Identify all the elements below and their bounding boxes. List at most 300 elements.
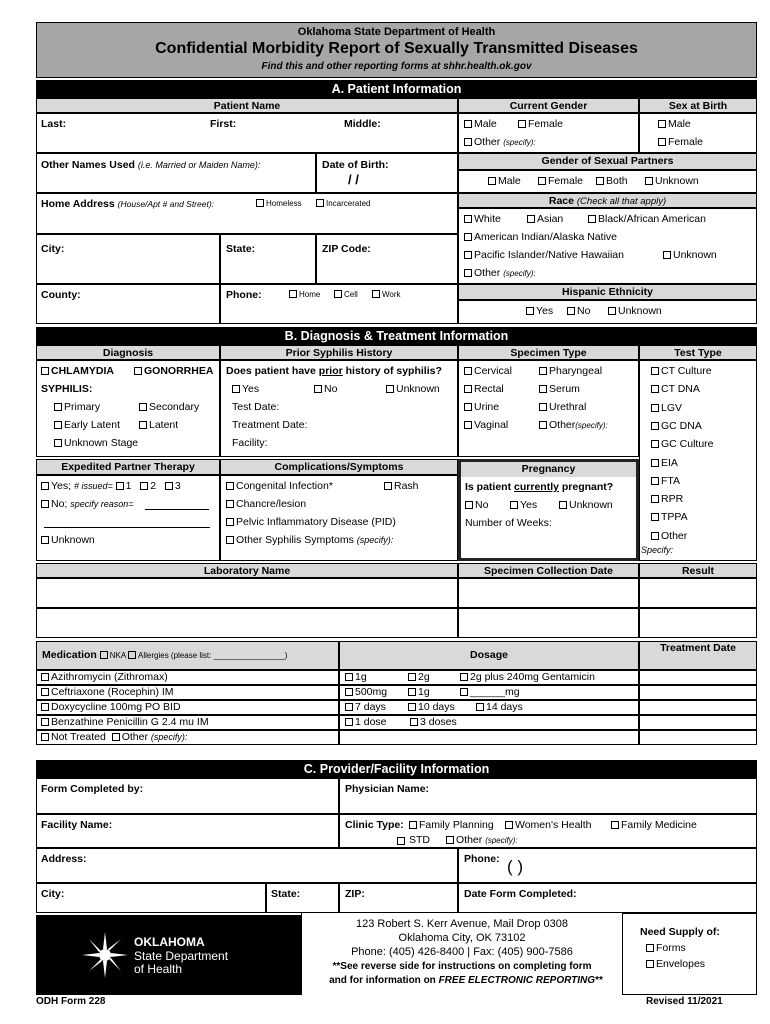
lab-name-row-2[interactable] bbox=[36, 608, 458, 638]
nka-label: NKA bbox=[109, 651, 126, 660]
provider-phone-label: Phone: bbox=[464, 853, 500, 865]
birth-male-checkbox[interactable] bbox=[658, 120, 666, 128]
prior-unknown-label: Unknown bbox=[396, 383, 440, 395]
incarcerated-label: Incarcerated bbox=[326, 199, 371, 208]
rash-label: Rash bbox=[394, 480, 419, 492]
clinic-std-box[interactable] bbox=[397, 837, 405, 845]
medication-other-label: Other bbox=[121, 731, 148, 743]
lab-name-row-1[interactable] bbox=[36, 578, 458, 608]
race-specify-label: (specify): bbox=[503, 269, 536, 278]
phone-parens: ( ) bbox=[507, 857, 524, 876]
test-type-item[interactable] bbox=[651, 402, 682, 414]
footer-phone-fax: Phone: (405) 426-8400 | Fax: (405) 900-7586 bbox=[351, 946, 573, 958]
other-names-label: Other Names Used (i.e. Married or Maiden Name): bbox=[41, 159, 261, 171]
medication-cell bbox=[339, 730, 639, 745]
ept-2-label: 2 bbox=[150, 480, 157, 492]
address-cell[interactable] bbox=[36, 848, 458, 883]
test-type-checkbox[interactable] bbox=[651, 404, 659, 412]
ept-1-checkbox[interactable] bbox=[116, 482, 124, 490]
dosage-option[interactable] bbox=[460, 671, 595, 683]
hispanic-yes-label: Yes bbox=[536, 305, 554, 317]
test-type-label: Other bbox=[661, 529, 688, 542]
medication-name: Benzathine Penicillin G 2.4 mu IM bbox=[51, 716, 209, 728]
medication-other-specify: (specify): bbox=[150, 732, 188, 742]
primary-label: Primary bbox=[64, 401, 101, 413]
phone-cell-checkbox[interactable] bbox=[334, 290, 342, 298]
homeless-label: Homeless bbox=[266, 199, 302, 208]
dosage-label: 1g bbox=[355, 671, 367, 683]
middle-name-label: Middle: bbox=[344, 118, 381, 130]
clinic-fp-checkbox[interactable] bbox=[409, 821, 417, 829]
clinic-fm-label: Family Medicine bbox=[621, 819, 697, 831]
serum-label: Serum bbox=[549, 383, 580, 395]
provider-phone-cell[interactable] bbox=[458, 848, 757, 883]
supply-label: Need Supply of: bbox=[640, 926, 720, 938]
footer-address-2: Oklahoma City, OK 73102 bbox=[398, 932, 526, 944]
medication-header: Medication NKA Allergies (please list: ________________) bbox=[36, 641, 339, 670]
early-latent-checkbox[interactable] bbox=[54, 421, 62, 429]
dob-slashes: / / bbox=[348, 172, 359, 187]
form-completed-label: Form Completed by: bbox=[41, 783, 144, 795]
sex-at-birth-header: Sex at Birth bbox=[639, 98, 757, 113]
pregnant-unknown-checkbox[interactable] bbox=[559, 501, 567, 509]
ept-specify-label: specify reason= bbox=[70, 499, 134, 509]
test-type-checkbox[interactable] bbox=[651, 477, 659, 485]
pid-checkbox[interactable] bbox=[226, 518, 234, 526]
ept-header: Expedited Partner Therapy bbox=[36, 459, 220, 475]
footer-address-1: 123 Robert S. Kerr Avenue, Mail Drop 0308 bbox=[356, 918, 568, 930]
dosage-option[interactable] bbox=[408, 671, 430, 683]
specimen-type-header: Specimen Type bbox=[458, 345, 639, 360]
other-symptoms-label: Other Syphilis Symptoms bbox=[236, 534, 354, 546]
facility-label: Facility: bbox=[232, 437, 268, 449]
test-type-label: GC DNA bbox=[661, 419, 702, 432]
partner-unknown-label: Unknown bbox=[655, 175, 699, 187]
test-type-item[interactable] bbox=[651, 475, 680, 487]
prior-syphilis-header: Prior Syphilis History bbox=[220, 345, 458, 360]
dosage-label: ______mg bbox=[470, 686, 520, 698]
section-a-title: A. Patient Information bbox=[36, 80, 757, 98]
dosage-checkbox[interactable] bbox=[345, 703, 353, 711]
pharyngeal-checkbox[interactable] bbox=[539, 367, 547, 375]
medication-checkbox[interactable] bbox=[41, 688, 49, 696]
birth-female-checkbox[interactable] bbox=[658, 138, 666, 146]
medication-cell bbox=[639, 715, 757, 730]
test-type-checkbox[interactable] bbox=[651, 513, 659, 521]
dosage-label: 3 doses bbox=[420, 716, 457, 728]
phone-work-label: Work bbox=[382, 290, 401, 299]
early-latent-label: Early Latent bbox=[64, 419, 121, 431]
patient-name-header: Patient Name bbox=[36, 98, 458, 113]
gender-male-label: Male bbox=[474, 118, 497, 130]
dosage-label: 500mg bbox=[355, 686, 388, 698]
medication-checkbox[interactable] bbox=[41, 673, 49, 681]
pregnant-no-checkbox[interactable] bbox=[465, 501, 473, 509]
race-other-checkbox[interactable] bbox=[464, 269, 472, 277]
dosage-option[interactable] bbox=[410, 716, 457, 728]
dosage-checkbox[interactable] bbox=[345, 718, 353, 726]
revised-date: Revised 11/2021 bbox=[646, 996, 723, 1007]
test-type-label: TPPA bbox=[661, 511, 688, 524]
gender-female-label: Female bbox=[528, 118, 564, 130]
ept-no-checkbox[interactable] bbox=[41, 500, 49, 508]
allergies-checkbox[interactable] bbox=[128, 651, 136, 659]
race-unknown-checkbox[interactable] bbox=[663, 251, 671, 259]
clinic-type-label: Clinic Type: bbox=[345, 819, 404, 831]
test-type-item[interactable] bbox=[651, 420, 702, 432]
dosage-option[interactable] bbox=[408, 686, 430, 698]
congenital-label: Congenital Infection* bbox=[236, 480, 333, 492]
pharyngeal-label: Pharyngeal bbox=[549, 365, 603, 377]
logo-line-1: OKLAHOMA bbox=[134, 935, 205, 949]
patient-name-cell[interactable] bbox=[36, 113, 458, 153]
dosage-label: 14 days bbox=[486, 701, 523, 713]
race-other-label: Other bbox=[474, 267, 501, 279]
city-label: City: bbox=[41, 243, 65, 255]
date-completed-label: Date Form Completed: bbox=[464, 888, 577, 900]
complications-header: Complications/Symptoms bbox=[220, 459, 458, 475]
test-type-checkbox[interactable] bbox=[651, 495, 659, 503]
dosage-label: 2g plus 240mg Gentamicin bbox=[470, 671, 595, 683]
specimen-date-row-1[interactable] bbox=[458, 578, 639, 608]
treatment-date-label: Treatment Date: bbox=[232, 419, 308, 431]
test-type-label: CT Culture bbox=[661, 365, 712, 377]
phone-home-checkbox[interactable] bbox=[289, 290, 297, 298]
phone-work-checkbox[interactable] bbox=[372, 290, 380, 298]
test-type-item[interactable] bbox=[651, 530, 687, 542]
lab-name-header: Laboratory Name bbox=[36, 563, 458, 578]
ept-2-checkbox[interactable] bbox=[140, 482, 148, 490]
other-symptoms-checkbox[interactable] bbox=[226, 536, 234, 544]
race-unknown-label: Unknown bbox=[673, 249, 717, 261]
form-subtitle: Find this and other reporting forms at shhr.health.ok.gov bbox=[261, 61, 532, 72]
race-asian-checkbox[interactable] bbox=[527, 215, 535, 223]
gonorrhea-label: GONORRHEA bbox=[144, 365, 214, 377]
facility-name-label: Facility Name: bbox=[41, 819, 113, 831]
prior-no-checkbox[interactable] bbox=[314, 385, 322, 393]
form-number: ODH Form 228 bbox=[36, 996, 106, 1007]
test-type-label: LGV bbox=[661, 401, 683, 414]
primary-checkbox[interactable] bbox=[54, 403, 62, 411]
ept-reason-line[interactable] bbox=[145, 509, 209, 510]
dosage-checkbox[interactable] bbox=[408, 673, 416, 681]
syphilis-label: SYPHILIS: bbox=[41, 383, 93, 395]
dosage-option[interactable] bbox=[345, 686, 387, 698]
test-type-item[interactable] bbox=[651, 365, 712, 377]
specimen-date-row-2[interactable] bbox=[458, 608, 639, 638]
vaginal-checkbox[interactable] bbox=[464, 421, 472, 429]
test-type-label: FTA bbox=[661, 474, 681, 487]
logo-line-2: State Department bbox=[134, 949, 229, 963]
ept-no-label: No; bbox=[51, 498, 68, 510]
test-type-item[interactable] bbox=[651, 493, 683, 505]
partner-both-checkbox[interactable] bbox=[596, 177, 604, 185]
dosage-option[interactable] bbox=[408, 701, 455, 713]
test-type-label: GC Culture bbox=[661, 438, 714, 451]
dosage-label: 10 days bbox=[418, 701, 455, 713]
dosage-label: 1g bbox=[418, 686, 430, 698]
clinic-other-checkbox[interactable] bbox=[446, 836, 454, 844]
race-black-label: Black/African American bbox=[598, 213, 706, 225]
pregnant-yes-label: Yes bbox=[520, 499, 538, 511]
medication-cell bbox=[639, 730, 757, 745]
supply-envelopes-label: Envelopes bbox=[656, 958, 706, 970]
rectal-label: Rectal bbox=[474, 383, 504, 395]
test-type-checkbox[interactable] bbox=[651, 422, 659, 430]
test-type-item[interactable] bbox=[651, 457, 678, 469]
result-row-2[interactable] bbox=[639, 608, 757, 638]
incarcerated-checkbox[interactable] bbox=[316, 199, 324, 207]
race-white-label: White bbox=[474, 213, 501, 225]
dosage-checkbox[interactable] bbox=[345, 688, 353, 696]
dosage-checkbox[interactable] bbox=[476, 703, 484, 711]
dosage-checkbox[interactable] bbox=[460, 673, 468, 681]
form-title: Confidential Morbidity Report of Sexually Transmitted Diseases bbox=[155, 40, 638, 57]
medication-checkbox[interactable] bbox=[41, 733, 49, 741]
prior-syphilis-question: Does patient have prior history of syphilis? bbox=[226, 365, 442, 377]
clinic-std-label: STD bbox=[409, 834, 430, 846]
last-name-label: Last: bbox=[41, 118, 67, 130]
medication-row bbox=[41, 701, 181, 713]
prior-yes-label: Yes bbox=[242, 383, 260, 395]
state-label: State: bbox=[226, 243, 256, 255]
secondary-label: Secondary bbox=[149, 401, 200, 413]
test-type-label: EIA bbox=[661, 456, 678, 469]
chancre-label: Chancre/lesion bbox=[236, 498, 307, 510]
ept-issued-label: # issued= bbox=[73, 481, 113, 491]
dosage-option[interactable] bbox=[345, 671, 367, 683]
medication-name: Not Treated bbox=[51, 731, 106, 743]
provider-city-label: City: bbox=[41, 888, 65, 900]
clinic-wh-checkbox[interactable] bbox=[505, 821, 513, 829]
dosage-checkbox[interactable] bbox=[408, 703, 416, 711]
pregnant-no-label: No bbox=[475, 499, 489, 511]
pregnant-unknown-label: Unknown bbox=[569, 499, 613, 511]
dosage-label: 1 dose bbox=[355, 716, 387, 728]
gonorrhea-checkbox[interactable] bbox=[134, 367, 142, 375]
ept-unknown-checkbox[interactable] bbox=[41, 536, 49, 544]
gender-other-label: Other bbox=[474, 136, 501, 148]
race-pi-checkbox[interactable] bbox=[464, 251, 472, 259]
chancre-checkbox[interactable] bbox=[226, 500, 234, 508]
section-c-title: C. Provider/Facility Information bbox=[36, 760, 757, 778]
hispanic-yes-checkbox[interactable] bbox=[526, 307, 534, 315]
race-black-checkbox[interactable] bbox=[588, 215, 596, 223]
current-gender-header: Current Gender bbox=[458, 98, 639, 113]
ept-reason-line-2[interactable] bbox=[44, 527, 210, 528]
test-type-item[interactable] bbox=[651, 511, 688, 523]
medication-row bbox=[41, 671, 168, 683]
ept-3-checkbox[interactable] bbox=[165, 482, 173, 490]
test-type-checkbox[interactable] bbox=[651, 532, 659, 540]
latent-label: Latent bbox=[149, 419, 179, 431]
specimen-other-checkbox[interactable] bbox=[539, 421, 547, 429]
nka-checkbox[interactable] bbox=[100, 651, 108, 659]
clinic-other-label: Other bbox=[456, 834, 483, 846]
provider-zip-label: ZIP: bbox=[345, 888, 365, 900]
clinic-fp-label: Family Planning bbox=[419, 819, 494, 831]
dosage-checkbox[interactable] bbox=[460, 688, 468, 696]
test-type-header: Test Type bbox=[639, 345, 757, 360]
prior-no-label: No bbox=[324, 383, 338, 395]
race-ai-label: American Indian/Alaska Native bbox=[474, 231, 617, 243]
medication-row bbox=[41, 716, 209, 728]
rash-checkbox[interactable] bbox=[384, 482, 392, 490]
latent-checkbox[interactable] bbox=[139, 421, 147, 429]
hispanic-no-label: No bbox=[577, 305, 591, 317]
specimen-other-label: Other bbox=[549, 419, 576, 431]
dosage-option[interactable] bbox=[345, 716, 387, 728]
cervical-checkbox[interactable] bbox=[464, 367, 472, 375]
medication-name: Ceftriaxone (Rocephin) IM bbox=[51, 686, 174, 698]
medication-cell bbox=[639, 700, 757, 715]
phone-cell-label: Cell bbox=[344, 290, 358, 299]
dosage-header: Dosage bbox=[339, 641, 639, 670]
dosage-checkbox[interactable] bbox=[410, 718, 418, 726]
diagnosis-header: Diagnosis bbox=[36, 345, 220, 360]
medication-cell bbox=[639, 670, 757, 685]
dob-label: Date of Birth: bbox=[322, 159, 389, 171]
test-specify-label: Specify: bbox=[641, 545, 674, 555]
gender-partners-header: Gender of Sexual Partners bbox=[458, 153, 757, 170]
supply-forms-label: Forms bbox=[656, 942, 686, 954]
test-type-checkbox[interactable] bbox=[651, 459, 659, 467]
result-row-1[interactable] bbox=[639, 578, 757, 608]
medication-checkbox[interactable] bbox=[41, 703, 49, 711]
allergies-label: Allergies (please list: ________________) bbox=[138, 651, 288, 660]
specimen-specify-label: (specify): bbox=[575, 421, 608, 430]
birth-male-label: Male bbox=[668, 118, 691, 130]
ept-yes-checkbox[interactable] bbox=[41, 482, 49, 490]
urethral-checkbox[interactable] bbox=[539, 403, 547, 411]
pregnant-yes-checkbox[interactable] bbox=[510, 501, 518, 509]
rectal-checkbox[interactable] bbox=[464, 385, 472, 393]
partner-female-checkbox[interactable] bbox=[538, 177, 546, 185]
race-ai-checkbox[interactable] bbox=[464, 233, 472, 241]
ept-3-label: 3 bbox=[174, 480, 181, 492]
first-name-label: First: bbox=[210, 118, 237, 130]
ept-yes-label: Yes; bbox=[51, 480, 72, 492]
test-type-checkbox[interactable] bbox=[651, 440, 659, 448]
race-header: Race (Check all that apply) bbox=[458, 193, 757, 208]
address-label: Address: bbox=[41, 853, 87, 865]
partner-male-label: Male bbox=[498, 175, 521, 187]
dosage-checkbox[interactable] bbox=[345, 673, 353, 681]
state-cell[interactable] bbox=[220, 234, 316, 284]
result-header: Result bbox=[639, 563, 757, 578]
prior-yes-checkbox[interactable] bbox=[232, 385, 240, 393]
dosage-option[interactable] bbox=[460, 686, 520, 698]
cervical-label: Cervical bbox=[474, 365, 512, 377]
provider-city-cell[interactable] bbox=[36, 883, 266, 913]
hispanic-unknown-checkbox[interactable] bbox=[608, 307, 616, 315]
vaginal-label: Vaginal bbox=[474, 419, 509, 431]
medication-name: Azithromycin (Zithromax) bbox=[51, 671, 168, 683]
gender-specify-label: (specify): bbox=[503, 138, 536, 147]
test-date-label: Test Date: bbox=[232, 401, 280, 413]
clinic-wh-label: Women's Health bbox=[515, 819, 592, 831]
phone-label: Phone: bbox=[226, 289, 262, 301]
medication-row bbox=[41, 686, 174, 698]
pregnancy-question: Is patient currently pregnant? bbox=[465, 481, 614, 493]
gender-female-checkbox[interactable] bbox=[518, 120, 526, 128]
urine-checkbox[interactable] bbox=[464, 403, 472, 411]
dosage-label: 7 days bbox=[355, 701, 386, 713]
unknown-stage-label: Unknown Stage bbox=[64, 437, 139, 449]
test-type-label: RPR bbox=[661, 493, 684, 506]
birth-female-label: Female bbox=[668, 136, 704, 148]
secondary-checkbox[interactable] bbox=[139, 403, 147, 411]
physician-label: Physician Name: bbox=[345, 783, 430, 795]
gender-other-checkbox[interactable] bbox=[464, 138, 472, 146]
clinic-fm-checkbox[interactable] bbox=[611, 821, 619, 829]
hispanic-no-checkbox[interactable] bbox=[567, 307, 575, 315]
medication-name: Doxycycline 100mg PO BID bbox=[51, 701, 181, 713]
test-type-item[interactable] bbox=[651, 383, 700, 395]
section-b-title: B. Diagnosis & Treatment Information bbox=[36, 327, 757, 345]
medication-other-checkbox[interactable] bbox=[112, 733, 120, 741]
test-type-item[interactable] bbox=[651, 438, 714, 450]
test-type-label: CT DNA bbox=[661, 383, 700, 396]
pregnancy-weeks-label: Number of Weeks: bbox=[465, 517, 552, 529]
dosage-option[interactable] bbox=[476, 701, 523, 713]
race-asian-label: Asian bbox=[537, 213, 564, 225]
dosage-checkbox[interactable] bbox=[408, 688, 416, 696]
other-symptoms-specify: (specify): bbox=[356, 535, 394, 545]
medication-checkbox[interactable] bbox=[41, 718, 49, 726]
hispanic-unknown-label: Unknown bbox=[618, 305, 662, 317]
partner-unknown-checkbox[interactable] bbox=[645, 177, 653, 185]
supply-forms-checkbox[interactable] bbox=[646, 944, 654, 952]
clinic-specify-label: (specify): bbox=[485, 836, 518, 845]
congenital-checkbox[interactable] bbox=[226, 482, 234, 490]
medication-row bbox=[41, 731, 187, 743]
chlamydia-checkbox[interactable] bbox=[41, 367, 49, 375]
prior-unknown-checkbox[interactable] bbox=[386, 385, 394, 393]
gender-male-checkbox[interactable] bbox=[464, 120, 472, 128]
specimen-date-header: Specimen Collection Date bbox=[458, 563, 639, 578]
dosage-label: 2g bbox=[418, 671, 430, 683]
chlamydia-label: CHLAMYDIA bbox=[51, 365, 114, 377]
test-type-checkbox[interactable] bbox=[651, 385, 659, 393]
urethral-label: Urethral bbox=[549, 401, 587, 413]
agency-name: Oklahoma State Department of Health bbox=[297, 26, 496, 38]
medication-cell bbox=[639, 685, 757, 700]
partner-both-label: Both bbox=[606, 175, 628, 187]
home-address-label: Home Address (House/Apt # and Street): bbox=[41, 198, 215, 210]
race-pi-label: Pacific Islander/Native Hawaiian bbox=[474, 249, 624, 261]
zip-label: ZIP Code: bbox=[322, 243, 371, 255]
zip-cell[interactable] bbox=[316, 234, 458, 284]
provider-state-label: State: bbox=[271, 888, 301, 900]
dosage-option[interactable] bbox=[345, 701, 386, 713]
test-type-checkbox[interactable] bbox=[651, 367, 659, 375]
race-white-checkbox[interactable] bbox=[464, 215, 472, 223]
unknown-stage-checkbox[interactable] bbox=[54, 439, 62, 447]
supply-envelopes-checkbox[interactable] bbox=[646, 960, 654, 968]
serum-checkbox[interactable] bbox=[539, 385, 547, 393]
starburst-logo-icon bbox=[80, 930, 130, 980]
ept-unknown-label: Unknown bbox=[51, 534, 95, 546]
homeless-checkbox[interactable] bbox=[256, 199, 264, 207]
ept-1-label: 1 bbox=[125, 480, 132, 492]
pregnancy-header: Pregnancy bbox=[461, 462, 636, 477]
city-cell[interactable] bbox=[36, 234, 220, 284]
treatment-date-header: Treatment Date bbox=[639, 641, 757, 670]
partner-male-checkbox[interactable] bbox=[488, 177, 496, 185]
urine-label: Urine bbox=[474, 401, 500, 413]
phone-home-label: Home bbox=[299, 290, 321, 299]
